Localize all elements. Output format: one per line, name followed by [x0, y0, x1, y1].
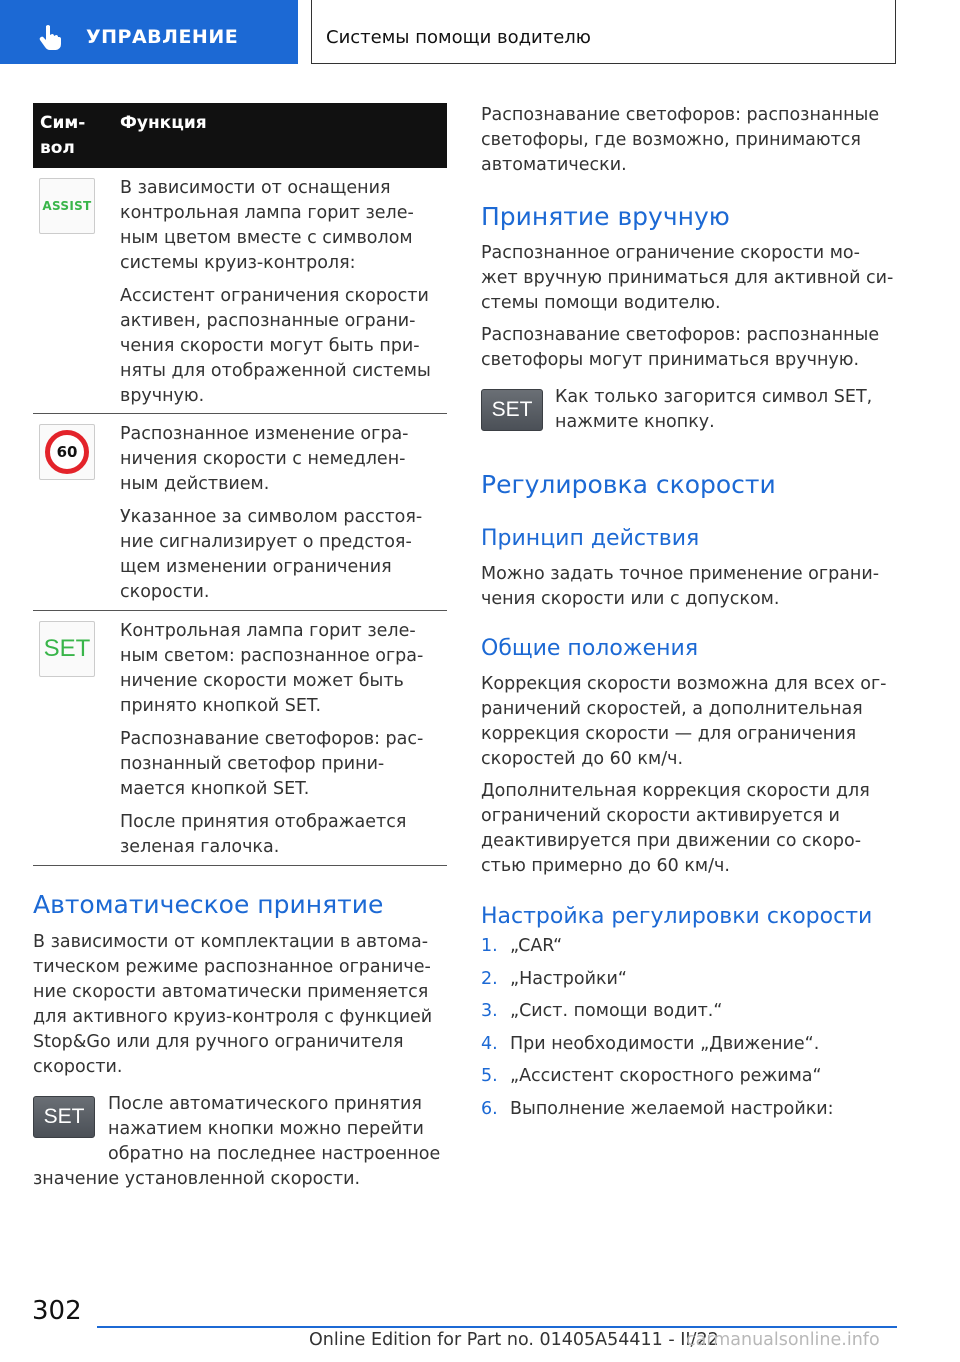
list-item: 4. При необходимости „Движение“. — [481, 1033, 820, 1054]
footer-divider — [97, 1326, 897, 1328]
table-cell-text: После принятия отображается зеленая галочка. — [120, 812, 407, 857]
section-title: УПРАВЛЕНИЕ — [86, 26, 239, 48]
page-number: 302 — [32, 1296, 82, 1326]
table-row — [33, 611, 447, 866]
manual-heading: Принятие вручную — [481, 202, 730, 231]
auto-text: В зависимости от комплектации в автома- тическом режиме распознанное ограниче- ние скорости автоматически применяется для активного круиз-контроля с функцией Stop&Go или для ручного ограничителя скорости. — [33, 932, 433, 1077]
table-cell-text: В зависимости от оснащения контрольная лампа горит зеле- ным цветом вместе с символом системы круиз-контроля: — [120, 178, 414, 273]
watermark: carmanualsonline.info — [686, 1330, 880, 1350]
table-row — [33, 168, 447, 414]
setup-steps-list — [481, 934, 901, 1129]
principle-heading: Принцип действия — [481, 526, 700, 551]
edition-text: Online Edition for Part no. 01405A54411 - II/22 — [309, 1330, 719, 1350]
general-heading: Общие положения — [481, 636, 699, 661]
auto-after-line: значение установленной скорости. — [33, 1169, 361, 1189]
traffic-light-intro: Распознавание светофоров: распознанные светофоры, где возможно, принимаются автоматически. — [481, 105, 880, 175]
principle-text: Можно задать точное применение ограни- чения скорости или с допуском. — [481, 564, 880, 609]
set-button-icon: SET — [481, 389, 543, 431]
col-function-header: Функция — [120, 113, 207, 133]
table-cell-text: Ассистент ограничения скорости активен, распознанные ограни- чения скорости могут быть при- няты для отображенной системы вручную. — [120, 286, 431, 406]
set-indicator-icon: SET — [39, 621, 95, 677]
manual-text-traffic: Распознавание светофоров: распознанные светофоры могут приниматься вручную. — [481, 325, 880, 370]
list-item: 3. „Сист. помощи водит.“ — [481, 1001, 723, 1021]
speed-limit-sign-icon: 60 — [39, 424, 95, 480]
table-cell-text: Указанное за символом расстоя- ние сигнализирует о предстоя- щем изменении ограничения скорости. — [120, 507, 423, 602]
speed-regulation-heading: Регулировка скорости — [481, 470, 776, 499]
auto-heading: Автоматическое принятие — [33, 890, 384, 919]
set-instruction: Как только загорится символ SET, нажмите кнопку. — [555, 387, 873, 432]
chapter-title: Системы помощи водителю — [326, 27, 591, 48]
table-cell-text: Распознанное изменение огра- ничения скорости с немедлен- ным действием. — [120, 424, 409, 494]
chapter-box — [311, 0, 896, 64]
general-text: Дополнительная коррекция скорости для ограничений скорости активируется и деактивируется при движении со скоро- стью примерно до 60 км/ч. — [481, 781, 870, 876]
auto-after-line: После автоматического принятия — [108, 1094, 422, 1114]
symbol-table — [33, 103, 447, 866]
auto-after-line: обратно на последнее настроенное — [108, 1144, 441, 1164]
setup-heading: Настройка регулировки скорости — [481, 904, 873, 929]
list-item: 5. „Ассистент скоростного режима“ — [481, 1066, 822, 1086]
list-item: 2. „Настройки“ — [481, 968, 627, 989]
section-tab — [0, 0, 298, 64]
hand-pointer-icon — [36, 22, 66, 52]
auto-after-line: нажатием кнопки можно перейти — [108, 1119, 424, 1139]
table-header — [33, 103, 447, 168]
table-row — [33, 414, 447, 611]
list-item: 6. Выполнение желаемой настройки: — [481, 1098, 834, 1119]
list-item: 1. „CAR“ — [481, 936, 563, 956]
table-cell-text: Распознавание светофоров: рас- познанный светофор прини- мается кнопкой SET. — [120, 729, 424, 799]
table-cell-text: Контрольная лампа горит зеле- ным светом: распознанное огра- ничение скорости может быть принято кнопкой SET. — [120, 621, 424, 716]
col-symbol-header: Сим- вол — [40, 113, 86, 158]
assist-symbol-icon: ASSIST — [39, 178, 95, 234]
manual-text: Распознанное ограничение скорости мо- жет вручную приниматься для активной си- стемы помощи водителю. — [481, 243, 894, 313]
general-text: Коррекция скорости возможна для всех ог- раничений скоростей, а дополнительная коррекция скорости — для ограничения скоростей до 60 км/ч. — [481, 674, 887, 769]
set-button-icon: SET — [33, 1096, 95, 1138]
